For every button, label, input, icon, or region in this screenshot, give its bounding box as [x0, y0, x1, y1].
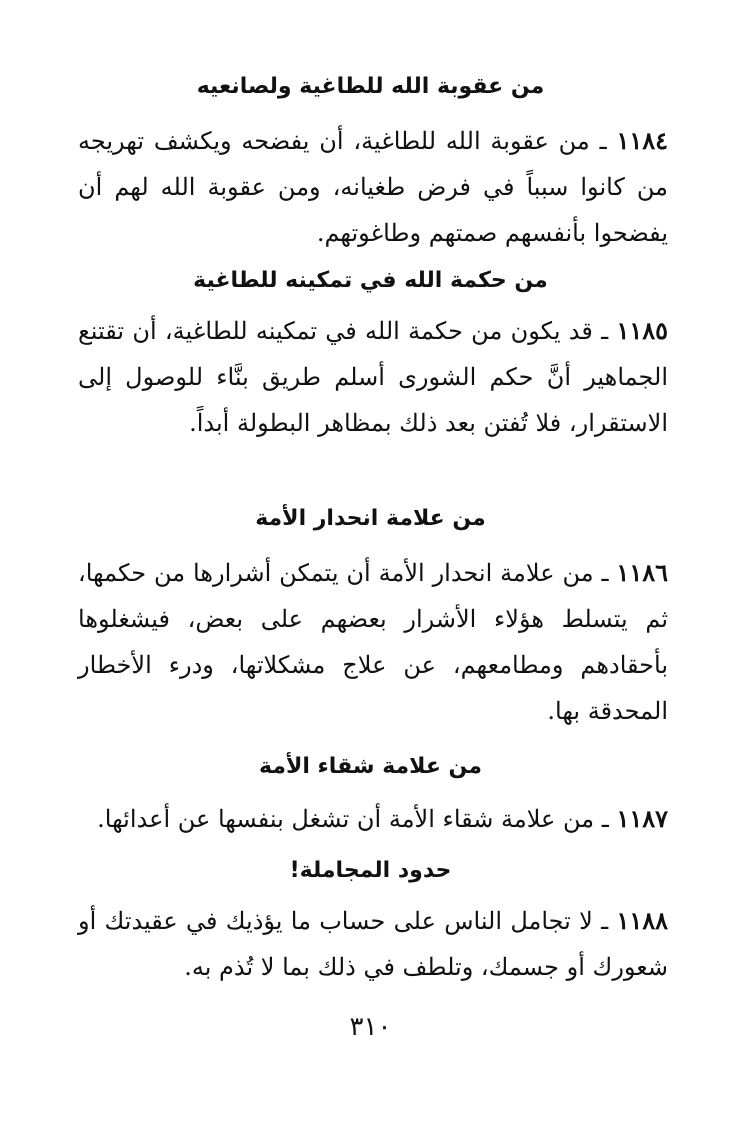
entry-dash: ـ — [593, 559, 617, 587]
entry-1184 — [78, 118, 668, 256]
entry-text: قد يكون من حكمة الله في تمكينه للطاغية، أن تقتنع الجماهير أنَّ حكم الشورى أسلم طريق بنَّاء للوصول إلى الاستقرار، فلا تُفتن بعد ذلك بمظاهر البطولة أبداً. — [78, 317, 668, 437]
entry-number: ١١٨٧ — [616, 804, 668, 833]
section-heading-1: من عقوبة الله للطاغية ولصانعيه — [196, 74, 545, 99]
entry-1188 — [78, 898, 668, 990]
entry-dash: ـ — [592, 317, 617, 345]
section-heading-5: حدود المجاملة! — [289, 858, 452, 883]
entry-1186 — [78, 550, 668, 734]
entry-dash: ـ — [589, 127, 617, 155]
entry-text: من علامة شقاء الأمة أن تشغل بنفسها عن أعدائها. — [97, 805, 595, 833]
entry-1185 — [78, 308, 668, 446]
page-number: ٣١٠ — [349, 1012, 392, 1042]
entry-number: ١١٨٤ — [616, 126, 668, 155]
entry-dash: ـ — [594, 805, 617, 833]
entry-dash: ـ — [592, 907, 617, 935]
entry-number: ١١٨٥ — [616, 316, 669, 345]
section-heading-2: من حكمة الله في تمكينه للطاغية — [193, 268, 548, 293]
entry-number: ١١٨٨ — [616, 906, 668, 935]
entry-text: لا تجامل الناس على حساب ما يؤذيك في عقيدتك أو شعورك أو جسمك، وتلطف في ذلك بما لا تُذم به. — [78, 907, 668, 981]
section-heading-3: من علامة انحدار الأمة — [255, 506, 486, 531]
entry-text: من عقوبة الله للطاغية، أن يفضحه ويكشف تهريجه من كانوا سبباً في فرض طغيانه، ومن عقوبة الله لهم أن يفضحوا بأنفسهم صمتهم وطاغوتهم. — [78, 127, 668, 247]
section-heading-4: من علامة شقاء الأمة — [259, 754, 482, 779]
entry-number: ١١٨٦ — [616, 558, 668, 587]
entry-1187 — [78, 796, 668, 842]
entry-text: من علامة انحدار الأمة أن يتمكن أشرارها من حكمها، ثم يتسلط هؤلاء الأشرار بعضهم على بعض، فيشغلوها بأحقادهم ومطامعهم، عن علاج مشكلاتها، ودرء الأخطار المحدقة بها. — [78, 559, 668, 725]
